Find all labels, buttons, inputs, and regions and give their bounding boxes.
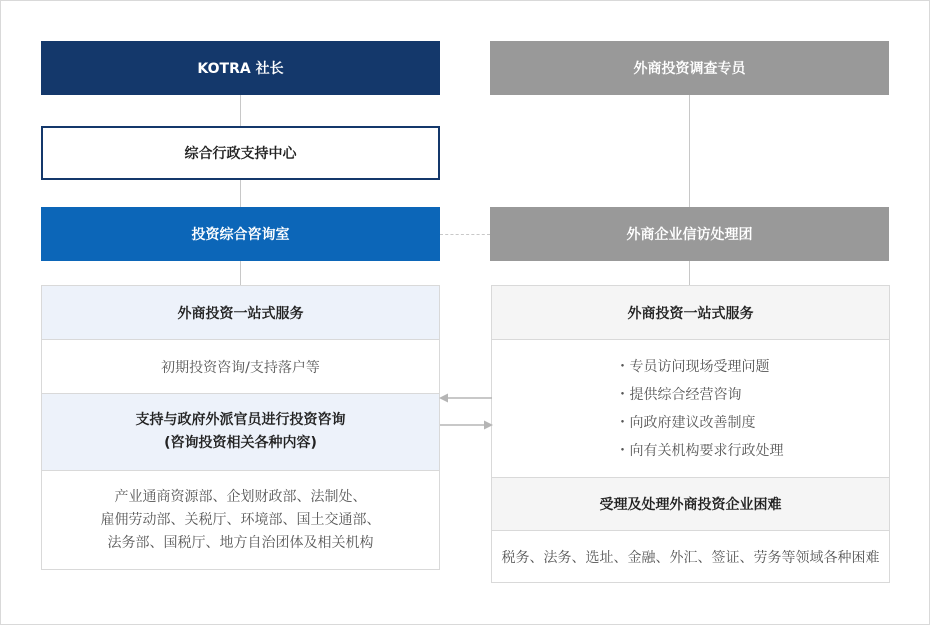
arrow-left-icon (438, 392, 494, 404)
connector-admin-consult (240, 180, 241, 207)
joint-consult-line: (咨询投资相关各种内容) (164, 435, 317, 451)
right-panel-header: 外商投资一站式服务 (492, 286, 889, 339)
bullet-item: ・专员访问现场受理问题 (615, 358, 770, 375)
kotra-president-box: KOTRA 社长 (41, 41, 440, 95)
bullet-item: ・提供综合经营咨询 (615, 386, 742, 403)
connector-consult-panel (240, 261, 241, 285)
right-service-panel (491, 285, 890, 583)
connector-president-admin (240, 95, 241, 126)
joint-consult-line: 支持与政府外派官员进行投资咨询 (135, 412, 346, 428)
connector-team-panel (689, 261, 690, 285)
admin-support-center-box: 综合行政支持中心 (41, 126, 440, 180)
bullet-item: ・向政府建议改善制度 (615, 414, 756, 431)
grievance-team-box: 外商企业信访处理团 (490, 207, 889, 261)
service-bullets-row (492, 339, 889, 477)
left-service-panel (41, 285, 440, 570)
agencies-line: 产业通商资源部、企划财政部、法制处、 (114, 488, 367, 505)
connector-ombudsman-team (689, 95, 690, 207)
difficulty-detail-row: 税务、法务、选址、金融、外汇、签证、劳务等领域各种困难 (492, 530, 889, 582)
agencies-line: 法务部、国税厅、地方自治团体及相关机构 (107, 534, 374, 551)
agencies-row (42, 470, 439, 569)
initial-service-row: 初期投资咨询/支持落户等 (42, 339, 439, 393)
difficulty-header-row: 受理及处理外商投资企业困难 (492, 477, 889, 530)
dashed-connector (440, 234, 490, 235)
agencies-line: 雇佣劳动部、关税厅、环境部、国土交通部、 (100, 511, 381, 528)
investment-consult-office-box: 投资综合咨询室 (41, 207, 440, 261)
investment-ombudsman-box: 外商投资调查专员 (490, 41, 889, 95)
left-panel-header: 外商投资一站式服务 (42, 286, 439, 339)
arrow-right-icon (438, 419, 494, 431)
joint-consult-row (42, 393, 439, 470)
bullet-item: ・向有关机构要求行政处理 (615, 442, 784, 459)
